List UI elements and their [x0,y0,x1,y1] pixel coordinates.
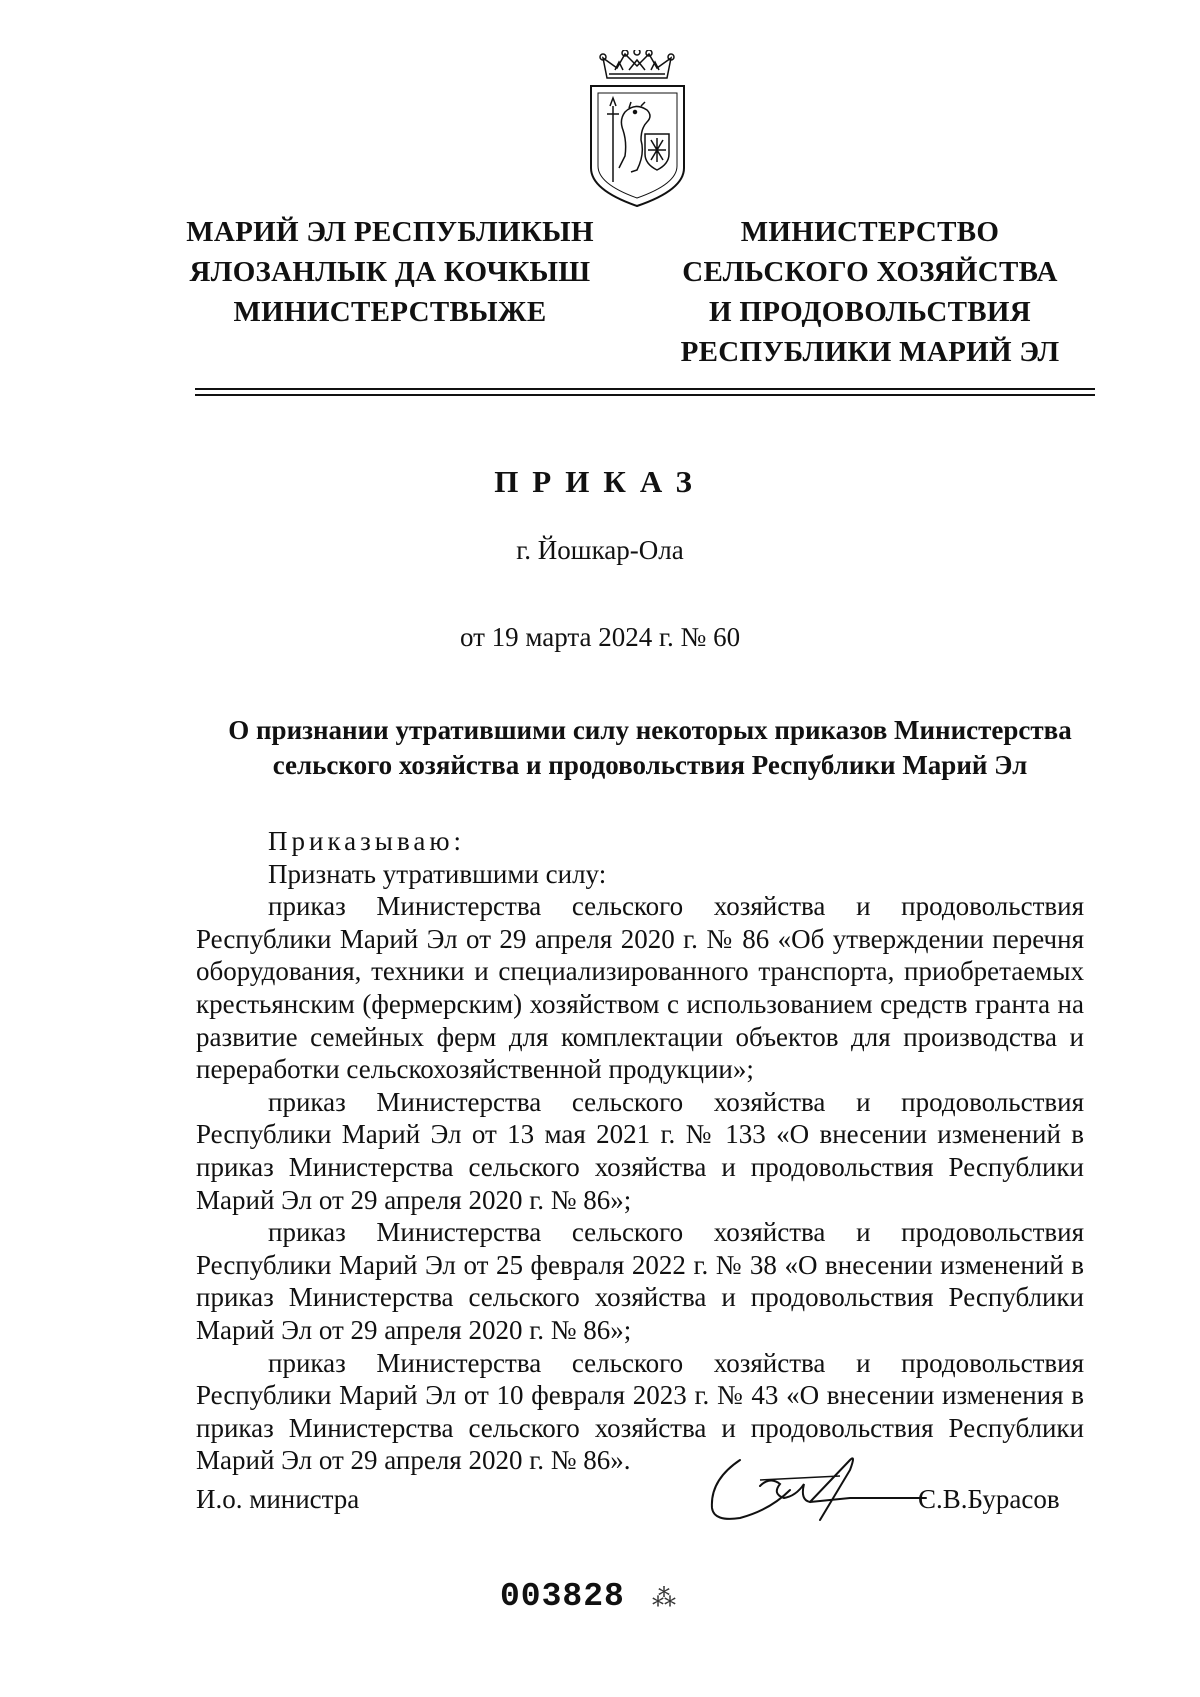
asterisk-mark-icon: ⁂ [652,1586,676,1612]
header-left-line: МАРИЙ ЭЛ РЕСПУБЛИКЫН [186,216,594,248]
order-item: приказ Министерства сельского хозяйства и продовольствия Республики Марий Эл от 13 мая 2021 г. № 133 «О внесении изменений в приказ Министерства сельского хозяйства и продовольствия Республики Марий Эл от 29 апреля 2020 г. № 86»; [196,1086,1084,1215]
document-date-number: от 19 марта 2024 г. № 60 [459,622,741,652]
header-left-line: ЯЛОЗАНЛЫК ДА КОЧКЫШ [189,256,591,288]
document-serial-number: 003828 [500,1578,625,1615]
coat-of-arms-emblem [585,50,690,210]
header-right-line: И ПРОДОВОЛЬСТВИЯ [709,296,1031,328]
order-word: Приказываю: [268,826,465,856]
handwritten-signature-icon [700,1440,930,1530]
document-title: ПРИКАЗ [494,464,706,499]
document-subject [150,713,1150,783]
subject-line: сельского хозяйства и продовольствия Республики Марий Эл [272,750,1028,780]
signer-role: И.о. министра [196,1484,360,1514]
order-item: приказ Министерства сельского хозяйства и продовольствия Республики Марий Эл от 29 апреля 2020 г. № 86 «Об утверждении перечня оборудования, техники и специализированного транспорта, приобретаемых крестьянским (фермерским) хозяйством с использованием средств гранта на развитие семейных ферм для комплектации объектов для производства и переработки сельскохозяйственной продукции»; [196,891,1084,1085]
header-right-line: СЕЛЬСКОГО ХОЗЯЙСТВА [682,256,1058,288]
header-right-line: РЕСПУБЛИКИ МАРИЙ ЭЛ [680,336,1060,368]
small-shield-icon [645,134,669,170]
header-right-line: МИНИСТЕРСТВО [740,216,1000,248]
subject-line: О признании утратившими силу некоторых приказов Министерства [228,715,1072,745]
document-city: г. Йошкар-Ола [516,535,684,565]
header-left-line: МИНИСТЕРСТВЫЖЕ [233,296,547,328]
declare-line: Признать утратившими силу: [268,858,607,889]
header-right-block [660,212,1080,372]
document-body [196,825,1084,1477]
bear-with-sword-icon [607,98,650,182]
header-left-block [155,212,625,332]
order-item: приказ Министерства сельского хозяйства и продовольствия Республики Марий Эл от 25 февраля 2022 г. № 38 «О внесении изменений в приказ Министерства сельского хозяйства и продовольствия Республики Марий Эл от 29 апреля 2020 г. № 86»; [196,1217,1084,1345]
crown-icon [600,50,674,78]
header-divider-top [195,388,1095,390]
signer-name: С.В.Бурасов [918,1484,1060,1514]
shield-icon [591,86,684,206]
order-item: приказ Министерства сельского хозяйства и продовольствия Республики Марий Эл от 10 февраля 2023 г. № 43 «О внесении изменения в приказ Министерства сельского хозяйства и продовольствия Республики Марий Эл от 29 апреля 2020 г. № 86». [196,1347,1084,1476]
header-divider-bottom [195,394,1095,396]
